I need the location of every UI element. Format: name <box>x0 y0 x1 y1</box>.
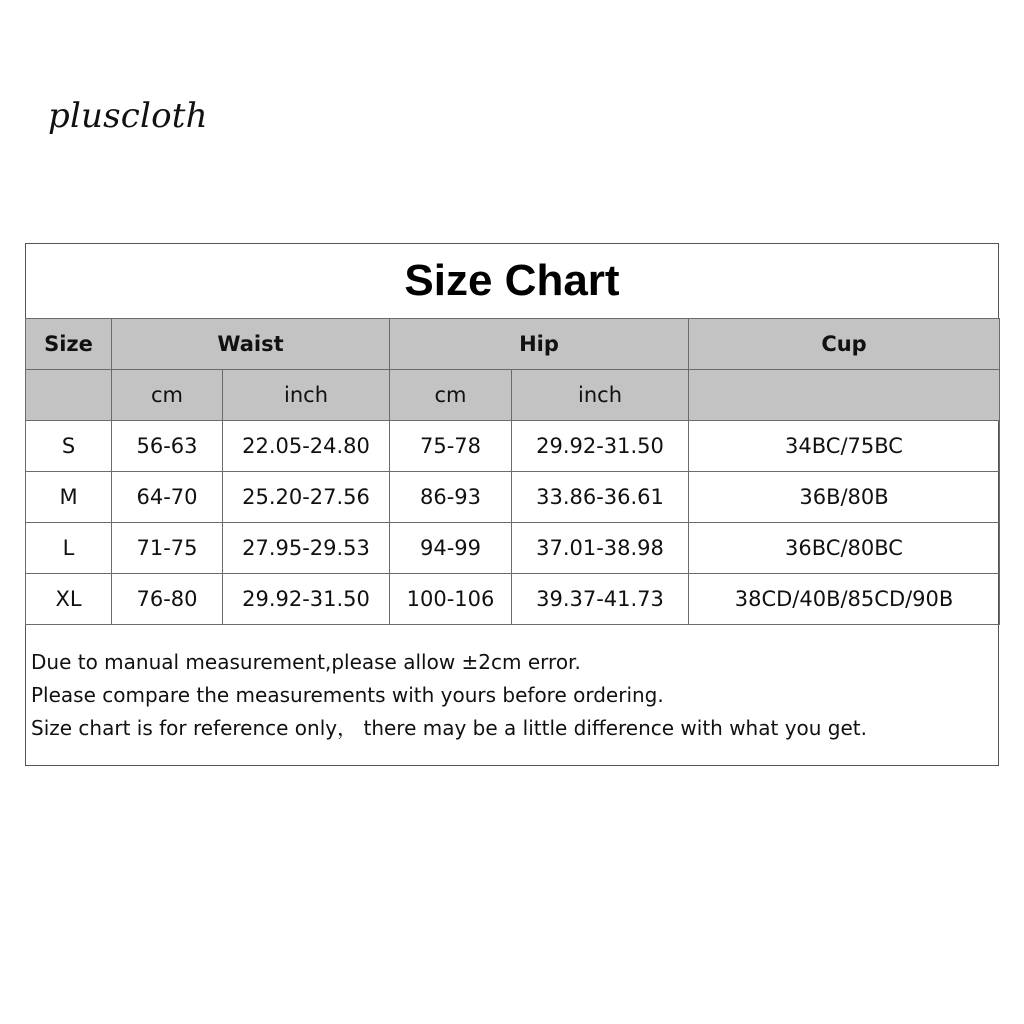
table-row <box>26 574 1000 625</box>
cell-hip-cm: 94-99 <box>390 523 512 574</box>
table-row <box>26 472 1000 523</box>
cell-waist-cm: 76-80 <box>112 574 223 625</box>
cell-hip-inch: 33.86-36.61 <box>512 472 689 523</box>
unit-cell-empty <box>689 370 1000 421</box>
cell-hip-cm: 75-78 <box>390 421 512 472</box>
note-line: Size chart is for reference only， there may be a little difference with what you get. <box>31 716 867 740</box>
chart-title: Size Chart <box>404 256 620 305</box>
cell-waist-cm: 64-70 <box>112 472 223 523</box>
table-row <box>26 523 1000 574</box>
cell-hip-cm: 100-106 <box>390 574 512 625</box>
table-row <box>26 421 1000 472</box>
cell-cup: 38CD/40B/85CD/90B <box>689 574 1000 625</box>
unit-hip-cm: cm <box>390 370 512 421</box>
header-size: Size <box>26 319 112 370</box>
brand-logo-text: pluscloth <box>48 96 208 136</box>
cell-waist-cm: 56-63 <box>112 421 223 472</box>
unit-row <box>26 370 1000 421</box>
header-cup: Cup <box>689 319 1000 370</box>
unit-cell-empty <box>26 370 112 421</box>
size-chart <box>25 243 999 766</box>
cell-size: S <box>26 421 112 472</box>
cell-hip-cm: 86-93 <box>390 472 512 523</box>
cell-cup: 36BC/80BC <box>689 523 1000 574</box>
size-notes <box>31 646 991 745</box>
note-line: Due to manual measurement,please allow ±2cm error. <box>31 650 581 674</box>
cell-hip-inch: 39.37-41.73 <box>512 574 689 625</box>
header-waist: Waist <box>112 319 390 370</box>
unit-waist-cm: cm <box>112 370 223 421</box>
cell-size: XL <box>26 574 112 625</box>
cell-waist-inch: 27.95-29.53 <box>223 523 390 574</box>
cell-size: M <box>26 472 112 523</box>
cell-waist-inch: 25.20-27.56 <box>223 472 390 523</box>
unit-waist-inch: inch <box>223 370 390 421</box>
note-line: Please compare the measurements with yours before ordering. <box>31 683 664 707</box>
cell-cup: 34BC/75BC <box>689 421 1000 472</box>
cell-hip-inch: 29.92-31.50 <box>512 421 689 472</box>
cell-waist-cm: 71-75 <box>112 523 223 574</box>
cell-hip-inch: 37.01-38.98 <box>512 523 689 574</box>
cell-waist-inch: 22.05-24.80 <box>223 421 390 472</box>
cell-cup: 36B/80B <box>689 472 1000 523</box>
unit-hip-inch: inch <box>512 370 689 421</box>
header-row <box>26 319 1000 370</box>
cell-waist-inch: 29.92-31.50 <box>223 574 390 625</box>
cell-size: L <box>26 523 112 574</box>
header-hip: Hip <box>390 319 689 370</box>
size-table <box>25 318 1000 625</box>
